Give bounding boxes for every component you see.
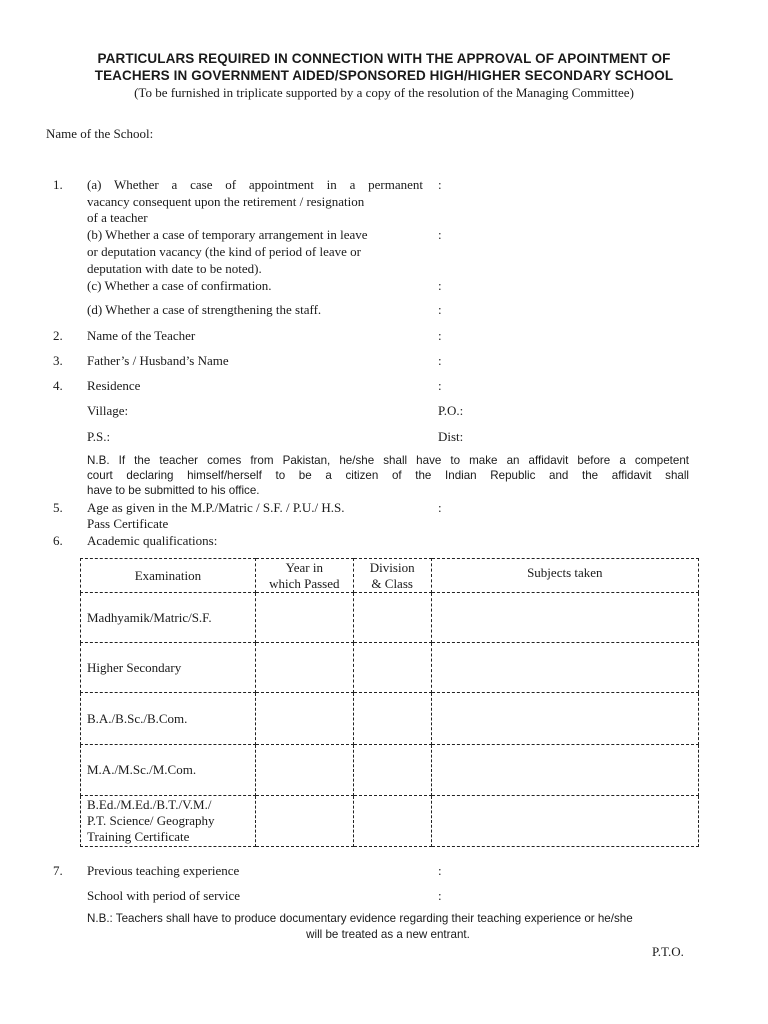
item-3-number: 3. <box>53 353 63 368</box>
item-7-colon: : <box>438 863 442 878</box>
item-1b-line1: (b) Whether a case of temporary arrangement in leave <box>87 227 368 242</box>
table-row <box>81 745 699 796</box>
residence-note-line2: court declaring himself/herself to be a citizen of the Indian Republic and the affidavit shall <box>87 469 689 482</box>
school-period-label: School with period of service <box>87 888 241 903</box>
item-1b-line3: deputation with date to be noted). <box>87 261 262 276</box>
teacher-name-label: Name of the Teacher <box>87 328 196 343</box>
police-station-label: P.S.: <box>87 429 111 444</box>
item-4-number: 4. <box>53 378 63 393</box>
experience-note-line2: will be treated as a new entrant. <box>306 928 470 941</box>
exam-cell: Higher Secondary <box>81 643 256 693</box>
item-3-colon: : <box>438 353 442 368</box>
item-1a-line1: (a) Whether a case of appointment in a permanent <box>87 177 423 192</box>
exam-cell: M.A./M.Sc./M.Com. <box>81 745 256 796</box>
division-cell[interactable] <box>353 693 431 745</box>
item-1b-line2: or deputation vacancy (the kind of period of leave or <box>87 244 361 259</box>
residence-label: Residence <box>87 378 141 393</box>
item-1-number: 1. <box>53 177 63 192</box>
teaching-experience-label: Previous teaching experience <box>87 863 240 878</box>
subjects-cell[interactable] <box>431 796 698 847</box>
item-1c: (c) Whether a case of confirmation. <box>87 278 272 293</box>
subjects-cell[interactable] <box>431 745 698 796</box>
residence-note-line3: have to be submitted to his office. <box>87 484 260 497</box>
exam-cell: B.A./B.Sc./B.Com. <box>81 693 256 745</box>
division-cell[interactable] <box>353 593 431 643</box>
division-cell[interactable] <box>353 796 431 847</box>
exam-line: P.T. Science/ Geography <box>87 813 215 828</box>
qualifications-table <box>80 558 699 847</box>
header-year-line2: which Passed <box>269 575 340 591</box>
year-cell[interactable] <box>255 796 353 847</box>
post-office-label: P.O.: <box>438 403 464 418</box>
exam-cell: Madhyamik/Matric/S.F. <box>81 593 256 643</box>
header-subjects-taken: Subjects taken <box>431 559 698 593</box>
item-1c-colon: : <box>438 278 442 293</box>
header-year-line1: Year in <box>285 559 323 575</box>
item-2-colon: : <box>438 328 442 343</box>
item-2-number: 2. <box>53 328 63 343</box>
table-row <box>81 796 699 847</box>
header-year-passed <box>255 559 353 593</box>
subjects-cell[interactable] <box>431 593 698 643</box>
item-1d: (d) Whether a case of strengthening the staff. <box>87 302 322 317</box>
item-1a-colon: : <box>438 177 442 192</box>
subjects-cell[interactable] <box>431 693 698 745</box>
item-7-number: 7. <box>53 863 63 878</box>
form-title-line2: TEACHERS IN GOVERNMENT AIDED/SPONSORED HIGH/HIGHER SECONDARY SCHOOL <box>94 68 674 83</box>
year-cell[interactable] <box>255 745 353 796</box>
subjects-cell[interactable] <box>431 643 698 693</box>
table-row <box>81 643 699 693</box>
header-division-class <box>353 559 431 593</box>
father-husband-name-label: Father’s / Husband’s Name <box>87 353 229 368</box>
experience-note-line1: N.B.: Teachers shall have to produce documentary evidence regarding their teaching experience or he/she <box>87 912 633 925</box>
exam-line: B.Ed./M.Ed./B.T./V.M./ <box>87 797 212 812</box>
item-6-number: 6. <box>53 533 63 548</box>
district-label: Dist: <box>438 429 464 444</box>
academic-qualifications-label: Academic qualifications: <box>87 533 218 548</box>
header-division-line1: Division <box>369 559 415 575</box>
exam-cell <box>81 796 256 847</box>
item-1a-line2: vacancy consequent upon the retirement / resignation <box>87 194 365 209</box>
residence-note-line1: N.B. If the teacher comes from Pakistan, he/she shall have to make an affidavit before a competent <box>87 454 689 467</box>
year-cell[interactable] <box>255 643 353 693</box>
age-label-line2: Pass Certificate <box>87 516 169 531</box>
exam-line: Training Certificate <box>87 829 190 844</box>
table-row <box>81 593 699 643</box>
age-label-line1: Age as given in the M.P./Matric / S.F. / P.U./ H.S. <box>87 500 345 515</box>
item-1a-line3: of a teacher <box>87 210 148 225</box>
school-name-label: Name of the School: <box>46 126 154 141</box>
item-4-colon: : <box>438 378 442 393</box>
item-1b-colon: : <box>438 227 442 242</box>
item-5-number: 5. <box>53 500 63 515</box>
year-cell[interactable] <box>255 593 353 643</box>
village-label: Village: <box>87 403 129 418</box>
year-cell[interactable] <box>255 693 353 745</box>
table-row <box>81 693 699 745</box>
pto-label: P.T.O. <box>652 944 684 959</box>
table-header-row <box>81 559 699 593</box>
item-5-colon: : <box>438 500 442 515</box>
division-cell[interactable] <box>353 643 431 693</box>
form-title-line1: PARTICULARS REQUIRED IN CONNECTION WITH THE APPROVAL OF APOINTMENT OF <box>97 51 671 66</box>
form-subtitle: (To be furnished in triplicate supported by a copy of the resolution of the Managing Committee) <box>134 85 634 100</box>
header-division-line2: & Class <box>371 575 413 591</box>
header-examination: Examination <box>81 559 256 593</box>
school-period-colon: : <box>438 888 442 903</box>
item-1d-colon: : <box>438 302 442 317</box>
division-cell[interactable] <box>353 745 431 796</box>
